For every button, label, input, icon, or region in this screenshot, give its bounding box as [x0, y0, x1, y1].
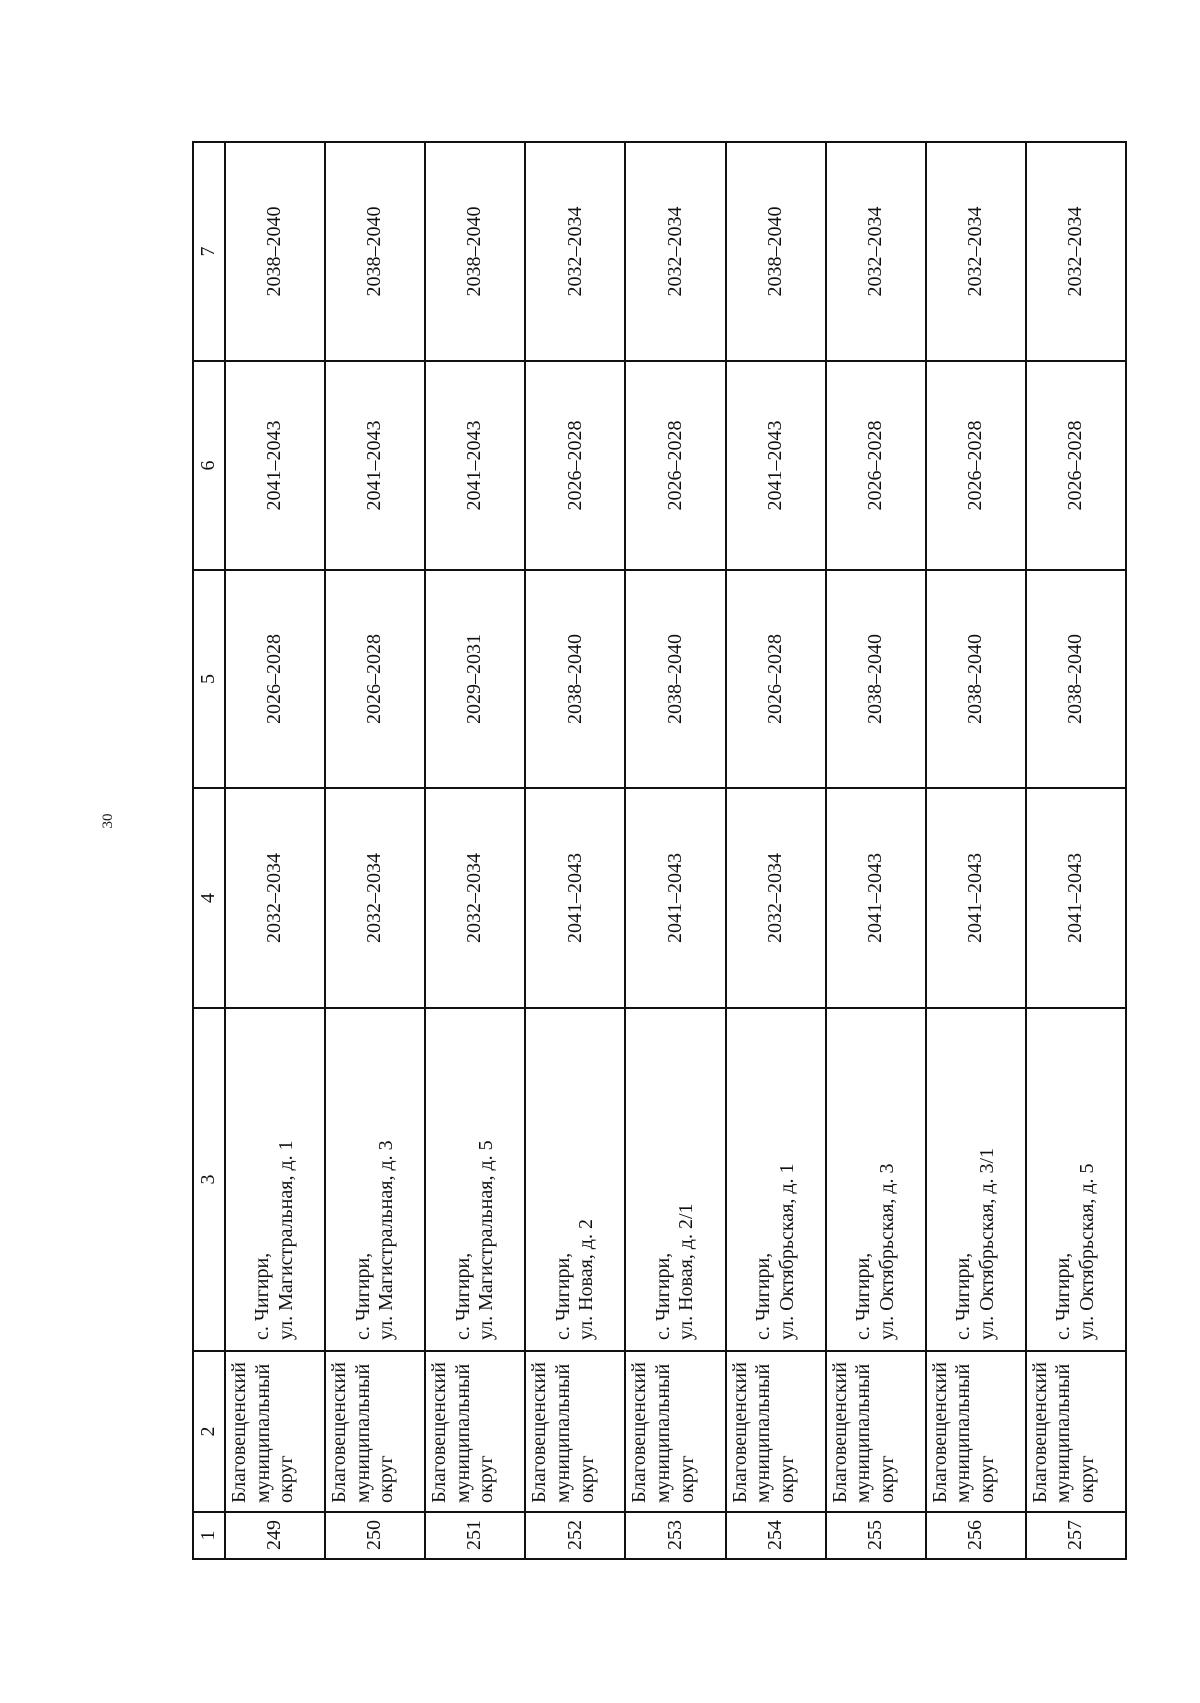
period-value: 2041–2043: [964, 853, 987, 943]
period-value: 2038–2040: [763, 206, 786, 297]
address-line: с. Чигири,: [251, 1252, 274, 1340]
address-cell: [726, 1008, 826, 1351]
district-line: Благовещенский: [528, 1362, 551, 1503]
address-line: ул. Октябрьская, д. 5: [1075, 1163, 1098, 1340]
row-number: 251: [463, 1520, 486, 1550]
period-cell-c7: [826, 142, 926, 361]
table-body: [225, 142, 1126, 1559]
schedule-table: [192, 141, 1127, 1560]
period-value: 2032–2034: [663, 206, 686, 297]
district-cell: [826, 1351, 926, 1512]
table-row: [525, 142, 625, 1559]
district-cell: [225, 1351, 325, 1512]
period-cell-c5: [325, 570, 425, 788]
column-header-1: 1: [193, 1512, 225, 1559]
table-row: [225, 142, 325, 1559]
row-number: 249: [263, 1520, 286, 1550]
row-number: 254: [763, 1520, 786, 1550]
district-line: муниципальный: [652, 1363, 675, 1503]
period-cell-c5: [726, 570, 826, 788]
period-value: 2038–2040: [663, 634, 686, 724]
address-line: ул. Октябрьская, д. 1: [775, 1163, 798, 1340]
period-cell-c4: [826, 788, 926, 1008]
period-cell-c6: [625, 361, 725, 570]
period-value: 2041–2043: [663, 853, 686, 943]
address-line: с. Чигири,: [351, 1252, 374, 1340]
period-value: 2038–2040: [463, 206, 486, 297]
period-cell-c7: [1026, 142, 1126, 361]
district-cell: [425, 1351, 525, 1512]
row-number-cell: [625, 1512, 725, 1559]
address-line: ул. Магистральная, д. 1: [275, 1140, 298, 1340]
column-header-2: 2: [193, 1351, 225, 1512]
period-value: 2041–2043: [463, 420, 486, 511]
row-number: 250: [363, 1520, 386, 1550]
row-number-cell: [325, 1512, 425, 1559]
period-value: 2026–2028: [964, 420, 987, 511]
address-line: с. Чигири,: [752, 1252, 774, 1340]
period-value: 2038–2040: [863, 634, 886, 724]
period-cell-c4: [425, 788, 525, 1008]
address-line: с. Чигири,: [852, 1252, 875, 1340]
address-cell: [225, 1008, 325, 1351]
period-cell-c4: [726, 788, 826, 1008]
column-header-3: 3: [193, 1008, 225, 1351]
period-value: 2026–2028: [763, 634, 786, 724]
period-value: 2026–2028: [563, 420, 586, 511]
header-row: [193, 142, 225, 1559]
address-line: ул. Магистральная, д. 3: [375, 1140, 398, 1340]
period-cell-c5: [926, 570, 1026, 788]
period-cell-c4: [325, 788, 425, 1008]
district-line: округ: [775, 1455, 798, 1503]
district-line: округ: [575, 1455, 598, 1503]
address-line: с. Чигири,: [952, 1252, 975, 1340]
period-cell-c6: [926, 361, 1026, 570]
address-line: с. Чигири,: [451, 1252, 474, 1340]
period-value: 2026–2028: [663, 420, 686, 511]
period-value: 2041–2043: [363, 420, 386, 511]
address-line: с. Чигири,: [651, 1252, 674, 1340]
period-cell-c5: [625, 570, 725, 788]
address-line: ул. Новая, д. 2/1: [675, 1203, 698, 1340]
period-value: 2041–2043: [563, 853, 586, 943]
page-number: 30: [100, 813, 116, 829]
period-value: 2032–2034: [363, 853, 386, 943]
column-header-7: 7: [193, 142, 225, 361]
district-line: муниципальный: [551, 1363, 574, 1503]
period-value: 2032–2034: [863, 206, 886, 297]
district-cell: [1026, 1351, 1126, 1512]
table-row: [826, 142, 926, 1559]
period-value: 2029–2031: [463, 634, 486, 724]
period-value: 2038–2040: [964, 634, 987, 724]
row-number: 256: [964, 1520, 987, 1550]
district-cell: [625, 1351, 725, 1512]
column-header-6: 6: [193, 361, 225, 570]
district-line: муниципальный: [451, 1363, 474, 1503]
row-number: 255: [863, 1520, 886, 1550]
row-number: 257: [1064, 1520, 1087, 1550]
row-number-cell: [225, 1512, 325, 1559]
period-cell-c6: [425, 361, 525, 570]
row-number-cell: [525, 1512, 625, 1559]
rotated-table-container: [192, 143, 1127, 1560]
district-line: Благовещенский: [428, 1362, 451, 1503]
period-value: 2038–2040: [1064, 634, 1087, 724]
period-cell-c7: [325, 142, 425, 361]
district-line: округ: [375, 1455, 398, 1503]
address-line: с. Чигири,: [1052, 1252, 1075, 1340]
period-value: 2026–2028: [1064, 420, 1087, 511]
period-value: 2041–2043: [863, 853, 886, 943]
column-header-4: 4: [193, 788, 225, 1008]
district-cell: [726, 1351, 826, 1512]
address-cell: [926, 1008, 1026, 1351]
address-line: ул. Октябрьская, д. 3: [875, 1163, 898, 1340]
period-cell-c4: [525, 788, 625, 1008]
district-cell: [926, 1351, 1026, 1512]
period-value: 2032–2034: [964, 206, 987, 297]
district-line: Благовещенский: [928, 1362, 951, 1503]
table-row: [625, 142, 725, 1559]
period-value: 2041–2043: [1064, 853, 1087, 943]
period-cell-c6: [726, 361, 826, 570]
period-cell-c5: [1026, 570, 1126, 788]
period-cell-c6: [525, 361, 625, 570]
address-cell: [325, 1008, 425, 1351]
row-number: 253: [663, 1520, 686, 1550]
district-cell: [325, 1351, 425, 1512]
table-row: [325, 142, 425, 1559]
district-cell: [525, 1351, 625, 1512]
period-cell-c6: [826, 361, 926, 570]
district-line: муниципальный: [251, 1363, 274, 1503]
address-cell: [625, 1008, 725, 1351]
row-number-cell: [826, 1512, 926, 1559]
district-line: округ: [675, 1455, 698, 1503]
district-line: округ: [475, 1455, 498, 1503]
table-row: [425, 142, 525, 1559]
district-line: Благовещенский: [228, 1362, 250, 1503]
address-line: ул. Магистральная, д. 5: [475, 1140, 498, 1340]
period-cell-c7: [625, 142, 725, 361]
period-value: 2032–2034: [1064, 206, 1087, 297]
period-cell-c5: [425, 570, 525, 788]
district-line: Благовещенский: [628, 1362, 651, 1503]
period-value: 2032–2034: [263, 853, 286, 943]
district-line: Благовещенский: [728, 1362, 751, 1503]
period-cell-c4: [625, 788, 725, 1008]
district-line: Благовещенский: [328, 1362, 351, 1503]
period-cell-c5: [826, 570, 926, 788]
table-row: [926, 142, 1026, 1559]
address-line: ул. Октябрьская, д. 3/1: [975, 1147, 998, 1340]
district-line: муниципальный: [752, 1363, 775, 1503]
row-number-cell: [926, 1512, 1026, 1559]
district-line: муниципальный: [351, 1363, 374, 1503]
district-line: округ: [1076, 1455, 1099, 1503]
period-cell-c4: [926, 788, 1026, 1008]
row-number-cell: [1026, 1512, 1126, 1559]
address-cell: [1026, 1008, 1126, 1351]
period-value: 2032–2034: [463, 853, 486, 943]
row-number: 252: [563, 1520, 586, 1550]
period-cell-c7: [926, 142, 1026, 361]
column-header-5: 5: [193, 570, 225, 788]
period-cell-c6: [325, 361, 425, 570]
period-cell-c7: [525, 142, 625, 361]
district-line: округ: [975, 1455, 998, 1503]
period-cell-c7: [726, 142, 826, 361]
period-value: 2041–2043: [763, 420, 786, 511]
period-value: 2026–2028: [263, 634, 286, 724]
period-value: 2032–2034: [563, 206, 586, 297]
period-value: 2026–2028: [363, 634, 386, 724]
period-value: 2032–2034: [763, 853, 786, 943]
period-cell-c6: [1026, 361, 1126, 570]
district-line: округ: [275, 1455, 298, 1503]
table-row: [726, 142, 826, 1559]
district-line: муниципальный: [1052, 1363, 1075, 1503]
district-line: округ: [875, 1455, 898, 1503]
period-value: 2041–2043: [263, 420, 286, 511]
period-value: 2038–2040: [363, 206, 386, 297]
address-cell: [525, 1008, 625, 1351]
period-value: 2026–2028: [863, 420, 886, 511]
period-cell-c6: [225, 361, 325, 570]
row-number-cell: [425, 1512, 525, 1559]
district-line: Благовещенский: [1028, 1362, 1051, 1503]
period-cell-c4: [1026, 788, 1126, 1008]
address-cell: [826, 1008, 926, 1351]
address-line: ул. Новая, д. 2: [575, 1219, 598, 1340]
period-cell-c7: [425, 142, 525, 361]
table-row: [1026, 142, 1126, 1559]
address-cell: [425, 1008, 525, 1351]
period-value: 2038–2040: [263, 206, 286, 297]
period-value: 2038–2040: [563, 634, 586, 724]
address-line: с. Чигири,: [551, 1252, 574, 1340]
period-cell-c4: [225, 788, 325, 1008]
district-line: муниципальный: [952, 1363, 975, 1503]
period-cell-c5: [525, 570, 625, 788]
row-number-cell: [726, 1512, 826, 1559]
district-line: Благовещенский: [828, 1362, 851, 1503]
period-cell-c5: [225, 570, 325, 788]
district-line: муниципальный: [852, 1363, 875, 1503]
period-cell-c7: [225, 142, 325, 361]
